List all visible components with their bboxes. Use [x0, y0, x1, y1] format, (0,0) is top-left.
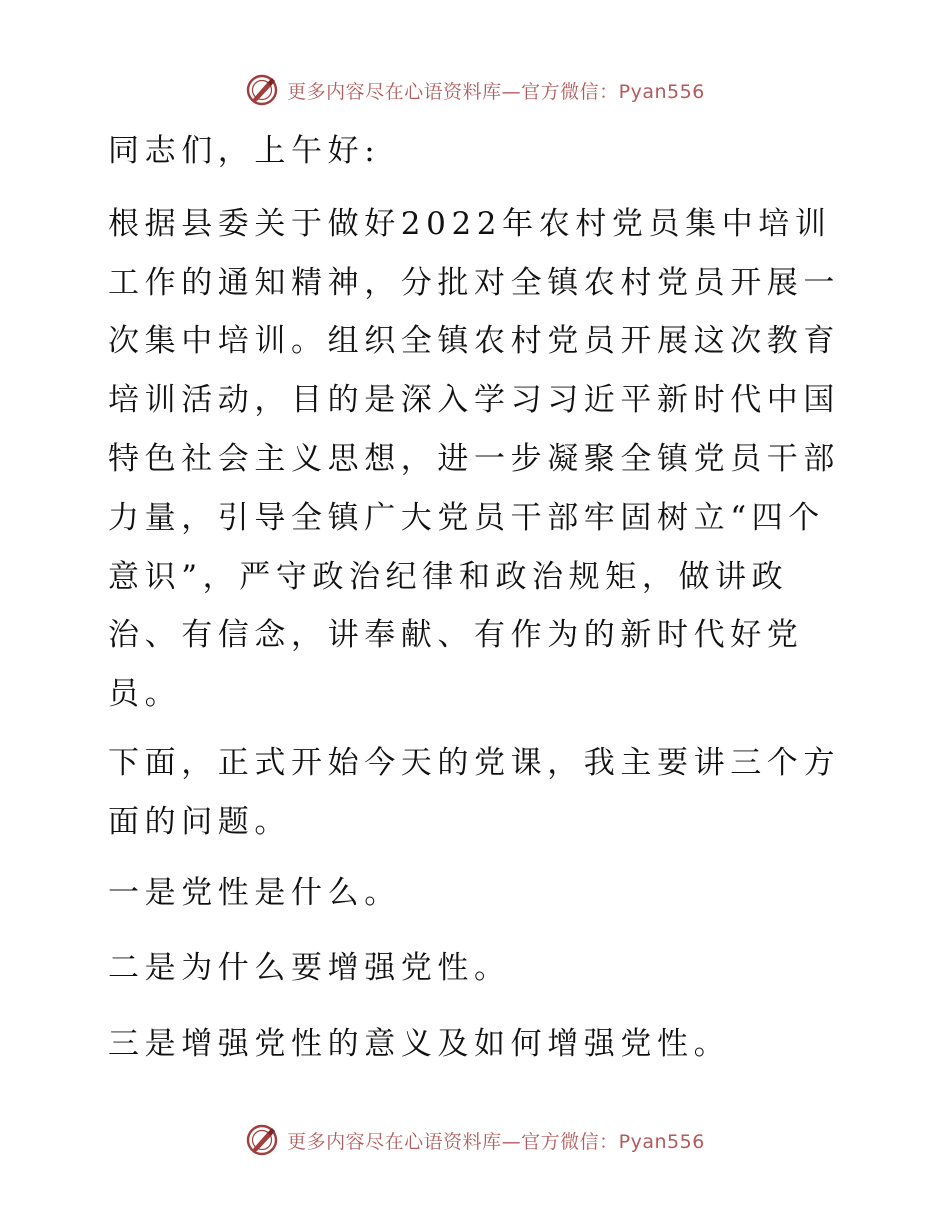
intro-paragraph: 根据县委关于做好2022年农村党员集中培训工作的通知精神，分批对全镇农村党员开展一次集中培训。组织全镇农村党员开展这次教育培训活动，目的是深入学习习近平新时代中国特色社会主义思想，进一步凝聚全镇党员干部力量，引导全镇广大党员干部牢固树立“四个意识”，严守政治纪律和政治规矩，做讲政治、有信念，讲奉献、有作为的新时代好党员。: [108, 205, 840, 713]
banner-text: 更多内容尽在心语资料库—官方微信：Pyan556: [287, 1130, 705, 1153]
point-item: 一是党性是什么。: [108, 874, 401, 911]
pen-seal-logo-icon: [245, 73, 279, 107]
greeting: 同志们，上午好:: [108, 133, 381, 169]
document-body: [96, 122, 856, 1091]
banner-text: 更多内容尽在心语资料库—官方微信：Pyan556: [287, 80, 705, 103]
point-item: 三是增强党性的意义及如何增强党性。: [108, 1026, 731, 1063]
lead-paragraph: 下面，正式开始今天的党课，我主要讲三个方面的问题。: [108, 744, 840, 840]
point-item: 二是为什么要增强党性。: [108, 950, 511, 987]
pen-seal-logo-icon: [245, 1123, 279, 1157]
footer-banner: [0, 1120, 950, 1160]
header-banner: [0, 70, 950, 110]
